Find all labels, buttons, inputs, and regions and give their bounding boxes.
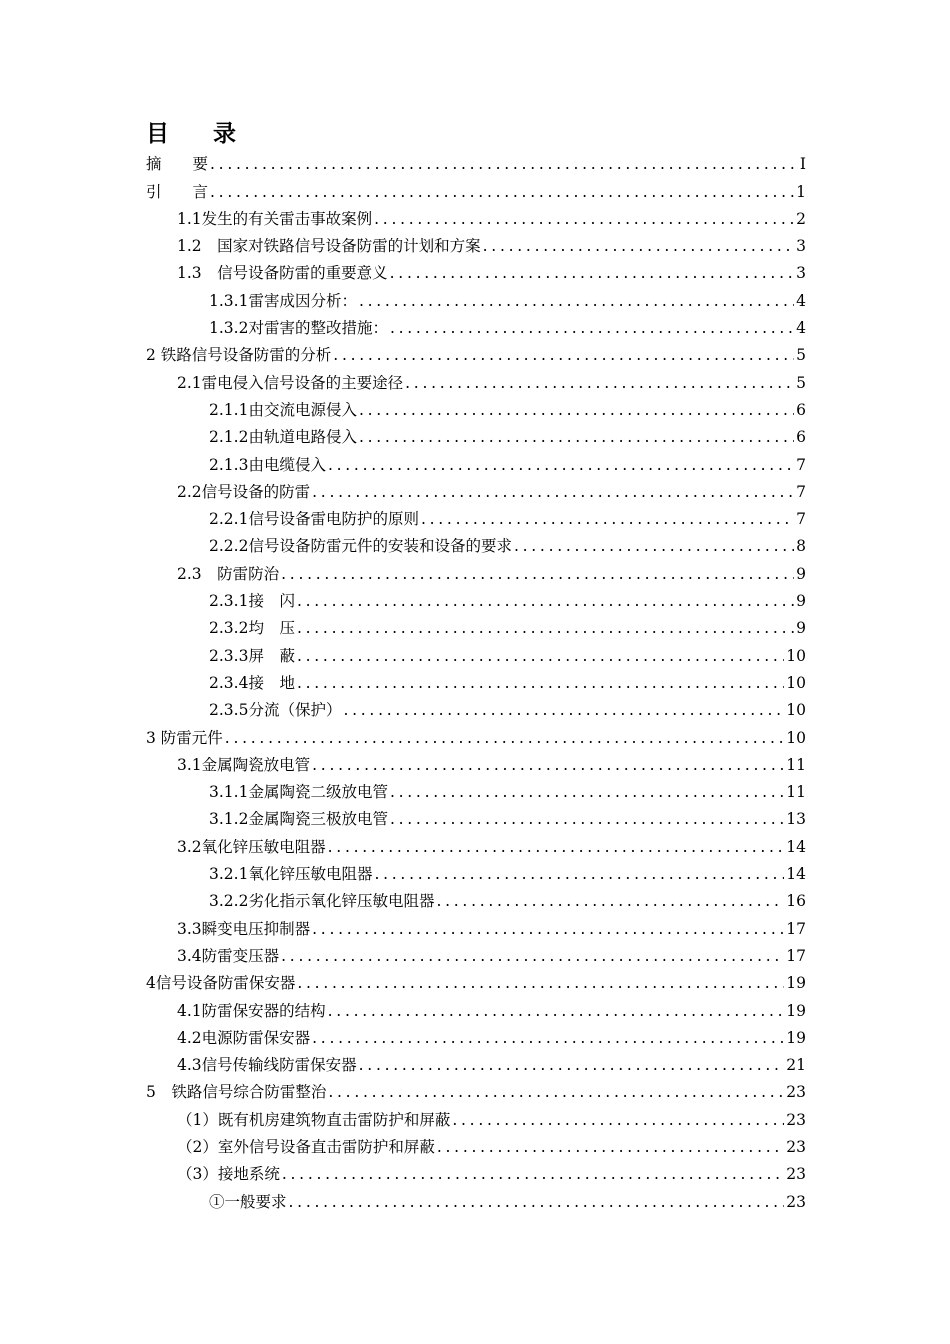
toc-entry-title: 2.1.1由交流电源侵入 [209, 400, 357, 419]
toc-entry-title: 5 铁路信号综合防雷整治 [146, 1083, 327, 1102]
toc-entry[interactable] [177, 748, 806, 775]
toc-dot-leader [312, 755, 784, 775]
toc-dot-leader [359, 291, 794, 311]
toc-entry[interactable] [177, 939, 806, 966]
toc-entry-page-number: 19 [786, 1001, 806, 1020]
toc-entry-title: 2.2.2信号设备防雷元件的安装和设备的要求 [209, 537, 512, 556]
toc-entry-page-number: 23 [786, 1165, 806, 1184]
toc-dot-leader [328, 1001, 785, 1021]
toc-entry-title: 4.3信号传输线防雷保安器 [177, 1056, 357, 1075]
toc-entry[interactable] [209, 802, 806, 829]
toc-entry-page-number: 4 [796, 319, 806, 338]
toc-dot-leader [210, 154, 798, 174]
toc-entry-page-number: 16 [786, 892, 806, 911]
toc-entry-page-number: 9 [796, 619, 806, 638]
toc-entry-page-number: 6 [796, 400, 806, 419]
toc-entry-title: 2.1.3由电缆侵入 [209, 455, 326, 474]
toc-entry-page-number: 21 [786, 1056, 806, 1075]
toc-entry-page-number: 4 [796, 291, 806, 310]
toc-entry-page-number: 11 [786, 783, 806, 802]
toc-entry[interactable] [209, 884, 806, 911]
toc-entry[interactable] [177, 475, 806, 502]
toc-dot-leader [390, 782, 784, 802]
toc-entry[interactable] [146, 338, 806, 365]
toc-dot-leader [359, 400, 794, 420]
toc-entry-title: 3.2.2劣化指示氧化锌压敏电阻器 [209, 892, 435, 911]
toc-entry-page-number: 11 [786, 755, 806, 774]
toc-dot-leader [289, 1192, 785, 1212]
toc-entry-title: 2.1雷电侵入信号设备的主要途径 [177, 373, 404, 392]
toc-entry[interactable] [209, 611, 806, 638]
toc-entry[interactable] [177, 1157, 806, 1184]
toc-entry[interactable] [177, 993, 806, 1020]
toc-entry-page-number: 5 [796, 373, 806, 392]
toc-entry-page-number: 23 [786, 1110, 806, 1129]
toc-entry-title: 4.2电源防雷保安器 [177, 1028, 311, 1047]
toc-dot-leader [390, 318, 794, 338]
toc-entry-title: 2.3.1接 闪 [209, 592, 295, 611]
toc-entry-page-number: 7 [796, 510, 806, 529]
toc-entry[interactable] [209, 529, 806, 556]
toc-dot-leader [297, 646, 784, 666]
toc-entry[interactable] [177, 229, 806, 256]
toc-entry-title: 3.3瞬变电压抑制器 [177, 919, 311, 938]
toc-entry-title: 1.1发生的有关雷击事故案例 [177, 209, 373, 228]
toc-dot-leader [328, 455, 794, 475]
toc-entry-page-number: 17 [786, 946, 806, 965]
toc-entry-page-number: 17 [786, 919, 806, 938]
toc-entry-page-number: 23 [786, 1083, 806, 1102]
toc-entry-title: 2.3 防雷防治 [177, 564, 280, 583]
toc-entry-title: 3.1.2金属陶瓷三极放电管 [209, 810, 388, 829]
toc-list [0, 147, 950, 1212]
toc-title-part-2: 录 [213, 120, 236, 147]
toc-dot-leader [297, 591, 794, 611]
toc-entry[interactable] [177, 202, 806, 229]
toc-entry-page-number: 3 [796, 237, 806, 256]
toc-dot-leader [421, 509, 794, 529]
toc-entry-title: （2）室外信号设备直击雷防护和屏蔽 [177, 1137, 435, 1156]
toc-entry-page-number: 19 [786, 974, 806, 993]
toc-entry[interactable] [177, 365, 806, 392]
toc-dot-leader [312, 1028, 784, 1048]
toc-title-part-1: 目 [146, 120, 169, 147]
toc-entry-title: 4信号设备防雷保安器 [146, 974, 296, 993]
toc-dot-leader [297, 618, 794, 638]
toc-entry-page-number: 14 [786, 865, 806, 884]
toc-dot-leader [281, 564, 794, 584]
toc-dot-leader [210, 182, 794, 202]
toc-dot-leader [312, 482, 794, 502]
toc-dot-leader [436, 891, 784, 911]
toc-entry[interactable] [209, 584, 806, 611]
toc-entry[interactable] [177, 1130, 806, 1157]
toc-title [146, 115, 236, 148]
toc-entry-page-number: 10 [786, 646, 806, 665]
toc-entry-page-number: 14 [786, 837, 806, 856]
toc-entry-page-number: 19 [786, 1028, 806, 1047]
toc-dot-leader [312, 919, 784, 939]
toc-entry-page-number: 7 [796, 455, 806, 474]
toc-entry-page-number: 13 [786, 810, 806, 829]
toc-dot-leader [374, 209, 794, 229]
toc-entry[interactable] [209, 857, 806, 884]
toc-entry[interactable] [209, 447, 806, 474]
toc-entry-title: 2.2信号设备的防雷 [177, 482, 311, 501]
toc-entry-title: 2.3.5分流（保护） [209, 701, 342, 720]
toc-entry-title: 2.2.1信号设备雷电防护的原则 [209, 510, 419, 529]
toc-entry-title: 2 铁路信号设备防雷的分析 [146, 346, 332, 365]
toc-entry-page-number: 9 [796, 564, 806, 583]
toc-entry-page-number: 6 [796, 428, 806, 447]
toc-entry-title: 3.1.1金属陶瓷二级放电管 [209, 783, 388, 802]
toc-dot-leader [297, 673, 784, 693]
toc-entry[interactable] [177, 1021, 806, 1048]
toc-dot-leader [390, 809, 784, 829]
toc-entry-title: 3.1金属陶瓷放电管 [177, 755, 311, 774]
toc-entry-page-number: 5 [796, 346, 806, 365]
toc-entry[interactable] [209, 693, 806, 720]
toc-dot-leader [333, 345, 794, 365]
toc-entry-title: 2.3.4接 地 [209, 673, 295, 692]
toc-dot-leader [359, 1055, 785, 1075]
toc-entry-title: 3 防雷元件 [146, 728, 223, 747]
toc-entry-title: 2.3.2均 压 [209, 619, 295, 638]
toc-entry[interactable] [177, 911, 806, 938]
toc-entry[interactable] [209, 283, 806, 310]
toc-entry[interactable] [177, 1048, 806, 1075]
toc-entry-title: 4.1防雷保安器的结构 [177, 1001, 326, 1020]
toc-entry-title: （3）接地系统 [177, 1165, 280, 1184]
toc-entry-title: 2.1.2由轨道电路侵入 [209, 428, 357, 447]
toc-dot-leader [374, 864, 784, 884]
toc-entry[interactable] [177, 829, 806, 856]
toc-entry[interactable] [146, 147, 806, 174]
toc-dot-leader [343, 700, 784, 720]
toc-entry-page-number: 2 [796, 209, 806, 228]
toc-entry-title: ①一般要求 [209, 1192, 287, 1211]
toc-entry-page-number: 1 [796, 182, 806, 201]
toc-entry[interactable] [177, 556, 806, 583]
toc-entry-page-number: 7 [796, 482, 806, 501]
toc-entry-title: 3.4防雷变压器 [177, 946, 280, 965]
toc-entry-page-number: 9 [796, 592, 806, 611]
toc-entry[interactable] [146, 966, 806, 993]
toc-dot-leader [437, 1137, 784, 1157]
toc-dot-leader [328, 837, 785, 857]
toc-entry[interactable] [209, 666, 806, 693]
toc-entry-title: 摘 要 [146, 155, 209, 174]
toc-entry-title: 1.3 信号设备防雷的重要意义 [177, 264, 388, 283]
toc-entry-page-number: 10 [786, 673, 806, 692]
toc-entry[interactable] [146, 720, 806, 747]
toc-entry[interactable] [146, 174, 806, 201]
toc-dot-leader [297, 973, 784, 993]
toc-entry-page-number: 8 [796, 537, 806, 556]
toc-entry-page-number: 23 [786, 1192, 806, 1211]
toc-dot-leader [514, 536, 794, 556]
toc-entry-page-number: I [799, 155, 806, 174]
toc-entry[interactable] [209, 1184, 806, 1211]
toc-entry-page-number: 3 [796, 264, 806, 283]
toc-entry-title: 3.2氧化锌压敏电阻器 [177, 837, 326, 856]
toc-dot-leader [359, 427, 794, 447]
toc-entry-title: 1.3.2对雷害的整改措施： [209, 319, 388, 338]
toc-entry[interactable] [209, 393, 806, 420]
toc-entry[interactable] [209, 502, 806, 529]
toc-entry-title: （1）既有机房建筑物直击雷防护和屏蔽 [177, 1110, 451, 1129]
toc-entry-page-number: 10 [786, 728, 806, 747]
toc-dot-leader [405, 373, 794, 393]
toc-dot-leader [483, 236, 794, 256]
toc-dot-leader [390, 263, 794, 283]
toc-entry-title: 1.3.1雷害成因分析： [209, 291, 357, 310]
toc-dot-leader [281, 946, 784, 966]
toc-entry-title: 2.3.3屏 蔽 [209, 646, 295, 665]
toc-entry[interactable] [177, 256, 806, 283]
toc-entry-title: 3.2.1氧化锌压敏电阻器 [209, 865, 373, 884]
toc-entry[interactable] [209, 775, 806, 802]
toc-entry[interactable] [209, 638, 806, 665]
toc-dot-leader [328, 1082, 784, 1102]
toc-dot-leader [282, 1164, 784, 1184]
toc-entry[interactable] [209, 420, 806, 447]
toc-entry[interactable] [209, 311, 806, 338]
toc-entry-page-number: 10 [786, 701, 806, 720]
toc-entry-title: 引 言 [146, 182, 209, 201]
toc-entry-page-number: 23 [786, 1137, 806, 1156]
toc-dot-leader [225, 728, 784, 748]
toc-entry-title: 1.2 国家对铁路信号设备防雷的计划和方案 [177, 237, 481, 256]
toc-entry[interactable] [146, 1075, 806, 1102]
toc-dot-leader [452, 1110, 784, 1130]
toc-entry[interactable] [177, 1102, 806, 1129]
